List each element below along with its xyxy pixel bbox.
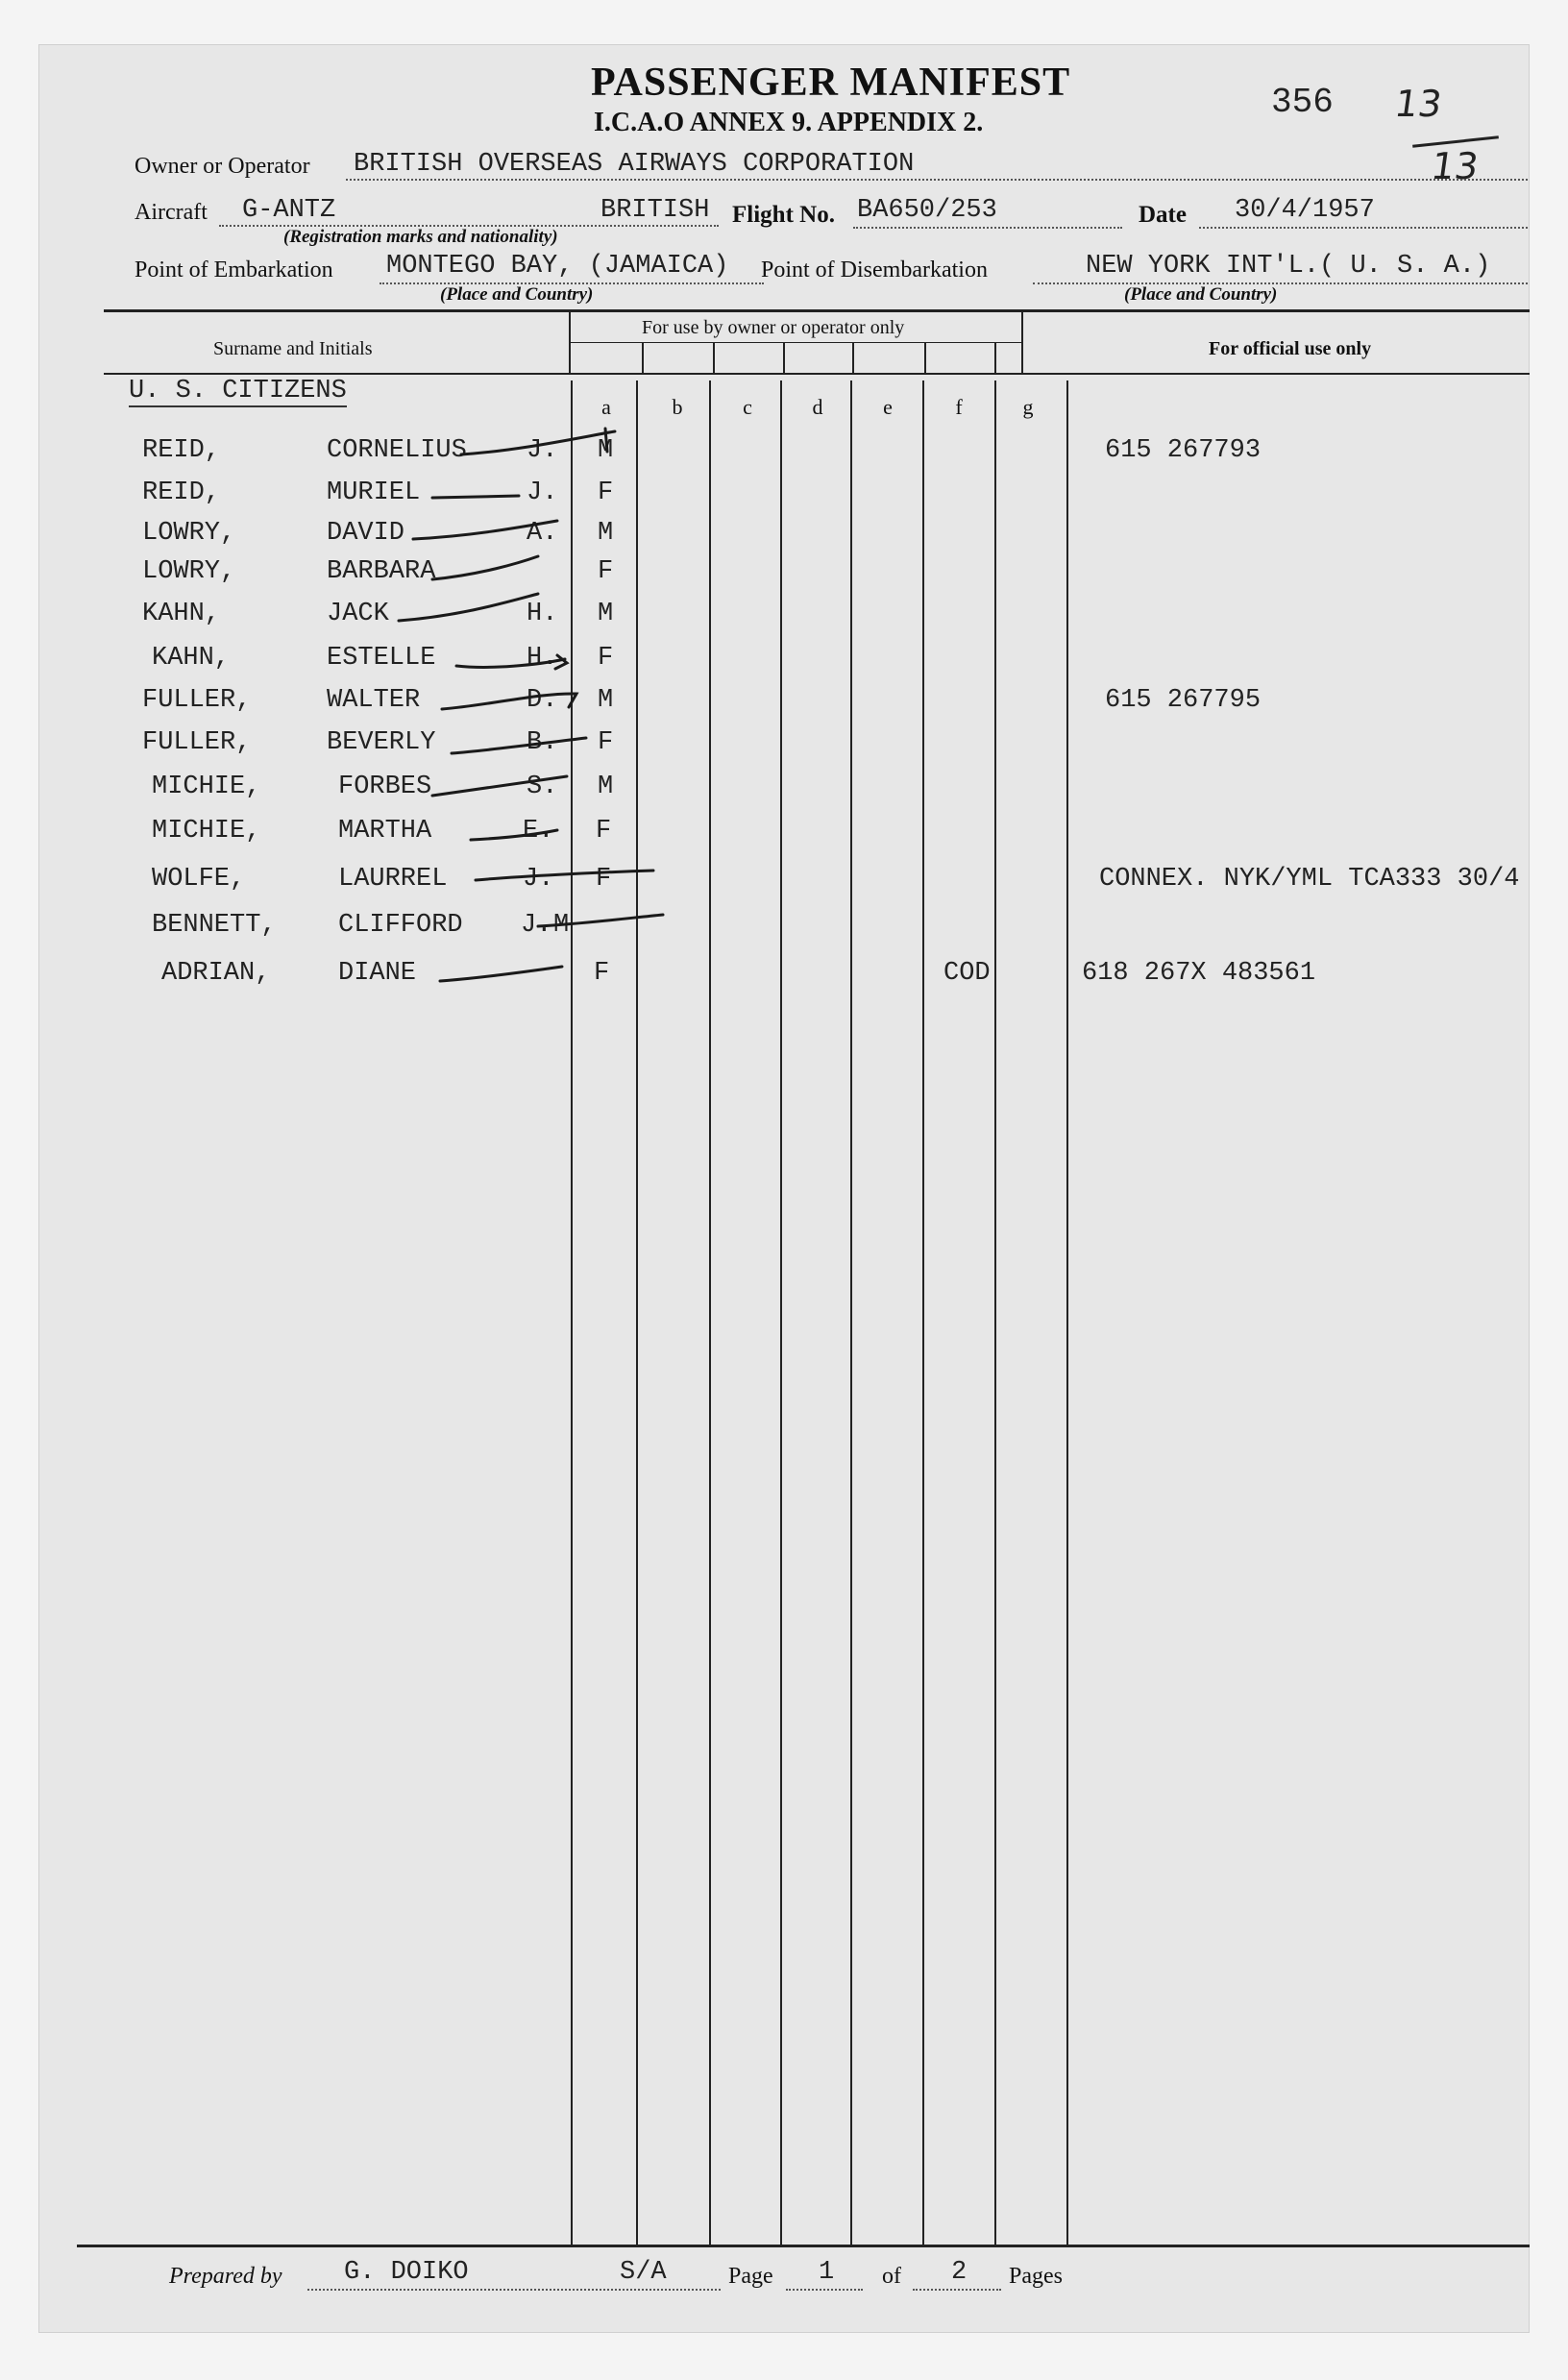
- surname-header: Surname and Initials: [213, 338, 373, 359]
- check-mark: [399, 594, 538, 621]
- registration-note: (Registration marks and nationality): [283, 227, 558, 247]
- role-value: S/A: [620, 2258, 667, 2287]
- initial: H.: [527, 644, 558, 673]
- check-mark: [432, 496, 519, 498]
- given-name: BARBARA: [327, 557, 436, 586]
- col-header-e: e: [883, 395, 893, 419]
- given-name: DAVID: [327, 519, 405, 548]
- col-a-value: M: [598, 436, 614, 465]
- col-f-value: COD: [943, 959, 991, 988]
- given-name: LAURREL: [338, 865, 448, 894]
- col-header-d: d: [812, 395, 823, 419]
- check-mark: [413, 521, 557, 539]
- surname: MICHIE,: [152, 817, 261, 846]
- initial: J.: [523, 865, 554, 894]
- col-a-value: M: [598, 773, 614, 801]
- given-name: MURIEL: [327, 478, 421, 507]
- hand-fraction-top: 13: [1391, 83, 1445, 125]
- pages-label: Pages: [1009, 2264, 1063, 2289]
- col-header-b: b: [672, 395, 683, 419]
- of-label: of: [882, 2264, 901, 2289]
- check-mark: [452, 738, 586, 753]
- prepared-dotline: [307, 2289, 721, 2291]
- embark-value: MONTEGO BAY, (JAMAICA): [386, 252, 729, 281]
- check-mark: [442, 694, 576, 709]
- manifest-subtitle: I.C.A.O ANNEX 9. APPENDIX 2.: [594, 108, 984, 137]
- col-a-value: F: [594, 959, 610, 988]
- given-name: JACK: [327, 600, 389, 628]
- initial: D.: [527, 686, 558, 715]
- surname: KAHN,: [152, 644, 231, 673]
- table-bottom-rule: [77, 2245, 1530, 2247]
- surname: BENNETT,: [152, 911, 277, 940]
- owner-use-header: For use by owner or operator only: [642, 317, 905, 338]
- of-dotline: [913, 2289, 1001, 2291]
- given-name: WALTER: [327, 686, 421, 715]
- disembark-value: NEW YORK INT'L.( U. S. A.): [1086, 252, 1491, 281]
- page-dotline: [786, 2289, 863, 2291]
- date-label: Date: [1139, 202, 1187, 228]
- col-a-value: M: [598, 686, 614, 715]
- initial: S.: [527, 773, 558, 801]
- given-name: ESTELLE: [327, 644, 436, 673]
- col-a-value: F: [598, 728, 614, 757]
- owner-label: Owner or Operator: [135, 154, 310, 179]
- col-a-value: F: [598, 557, 614, 586]
- col-header-f: f: [955, 395, 963, 419]
- prepared-value: G. DOIKO: [344, 2258, 469, 2287]
- initial: E.: [523, 817, 554, 846]
- date-value: 30/4/1957: [1235, 196, 1375, 225]
- embark-label: Point of Embarkation: [135, 258, 333, 282]
- aircraft-value: G-ANTZ: [242, 196, 336, 225]
- surname: MICHIE,: [152, 773, 261, 801]
- surname: LOWRY,: [142, 519, 236, 548]
- surname: REID,: [142, 478, 221, 507]
- manifest-title: PASSENGER MANIFEST: [591, 61, 1071, 105]
- official-header: For official use only: [1209, 338, 1372, 359]
- given-name: BEVERLY: [327, 728, 436, 757]
- col-a-value: M: [598, 600, 614, 628]
- total-pages-value: 2: [951, 2258, 968, 2287]
- given-name: DIANE: [338, 959, 417, 988]
- nationality-value: BRITISH: [600, 196, 710, 225]
- check-mark: [432, 776, 567, 796]
- flight-label: Flight No.: [732, 202, 835, 228]
- official-value: 618 267X 483561: [1082, 959, 1316, 988]
- check-mark: [471, 830, 557, 840]
- page-label: Page: [728, 2264, 773, 2289]
- col-a-value: F: [598, 644, 614, 673]
- check-mark: [461, 431, 615, 454]
- check-mark: [440, 967, 562, 981]
- surname: LOWRY,: [142, 557, 236, 586]
- handwritten-check-marks: [38, 44, 1530, 1101]
- check-mark: [432, 556, 538, 579]
- initial: B.: [527, 728, 558, 757]
- initial: J.: [527, 478, 558, 507]
- prepared-label: Prepared by: [169, 2264, 282, 2289]
- given-name: CLIFFORD: [338, 911, 463, 940]
- owner-value: BRITISH OVERSEAS AIRWAYS CORPORATION: [354, 150, 915, 179]
- stamp-number: 356: [1271, 83, 1334, 122]
- surname: ADRIAN,: [161, 959, 271, 988]
- check-mark: [456, 659, 565, 667]
- col-header-g: g: [1022, 395, 1034, 419]
- surname: FULLER,: [142, 686, 252, 715]
- hand-fraction-bottom: 13: [1428, 145, 1482, 187]
- col-header-c: c: [743, 395, 752, 419]
- official-value: 615 267795: [1105, 686, 1262, 715]
- check-mark: [476, 871, 653, 880]
- col-header-a: a: [601, 395, 611, 419]
- col-a-value: F: [596, 865, 612, 894]
- disembark-label: Point of Disembarkation: [761, 258, 988, 282]
- official-value: 615 267793: [1105, 436, 1262, 465]
- section-label: U. S. CITIZENS: [129, 377, 347, 405]
- initial: A.: [527, 519, 558, 548]
- given-name: MARTHA: [338, 817, 432, 846]
- embark-note: (Place and Country): [440, 284, 594, 305]
- initial: J.: [521, 911, 552, 940]
- manifest-sheet: [38, 44, 1530, 2333]
- surname: WOLFE,: [152, 865, 246, 894]
- given-name: CORNELIUS: [327, 436, 467, 465]
- flight-value: BA650/253: [857, 196, 997, 225]
- surname: REID,: [142, 436, 221, 465]
- check-mark: [538, 915, 663, 926]
- col-a-value: F: [596, 817, 612, 846]
- col-a-value: M: [598, 519, 614, 548]
- initial: H.: [527, 600, 558, 628]
- check-mark: [605, 429, 607, 452]
- aircraft-label: Aircraft: [135, 200, 208, 225]
- surname: KAHN,: [142, 600, 221, 628]
- disembark-note: (Place and Country): [1124, 284, 1278, 305]
- page-value: 1: [819, 2258, 835, 2287]
- col-a-value: F: [598, 478, 614, 507]
- official-value: CONNEX. NYK/YML TCA333 30/4: [1099, 865, 1520, 894]
- surname: FULLER,: [142, 728, 252, 757]
- initial: J.: [527, 436, 558, 465]
- given-name: FORBES: [338, 773, 432, 801]
- col-a-value: M: [553, 911, 570, 940]
